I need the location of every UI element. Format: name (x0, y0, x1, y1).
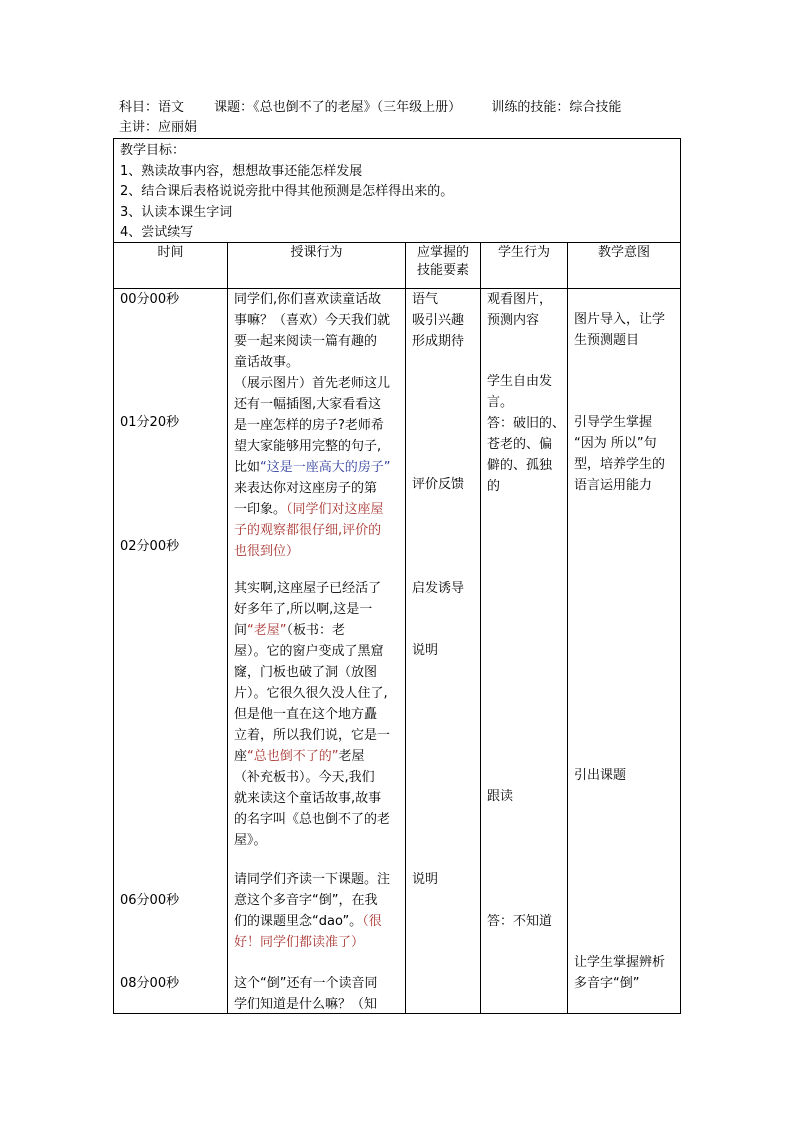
teacher-comment: （很 (362, 914, 382, 929)
col-header-intent: 教学意图 (597, 245, 650, 260)
time-marker: 00分00秒 (120, 292, 180, 307)
teaching-intent: 引出课题 (574, 768, 627, 783)
teaching-paragraph: 请同学们齐读一下课题。注 意这个多音字“倒”，在我 们的课题里念“dao”。（很 好！同学们都读准了） (234, 872, 391, 950)
col-header-time: 时间 (157, 245, 184, 260)
skill-element: 说明 (412, 643, 439, 658)
teaching-paragraph: 其实啊,这座屋子已经活了 好多年了,所以啊,这是一 间“老屋”（板书：老 屋）。它的窗户变成了黑窟 窿，门板也破了洞（放图 片）。它很久很久没人住了, 但是他一直在这个地方矗 立着，所以我们说，它是一 座“总也倒不了的”老屋 （补充板书）。今天,我们 就来读这个童话故事,故事 的名字叫《总也倒不了的老 屋》。 (234, 581, 391, 848)
board-keyword: “老屋” (247, 623, 287, 638)
document-header-line-1 (119, 99, 699, 117)
lesson-title: 课题：《总也倒不了的老屋》（三年级上册） (214, 100, 462, 115)
objective-item: 4、尝试续写 (120, 225, 194, 240)
time-marker: 02分00秒 (120, 539, 180, 554)
time-marker: 08分00秒 (120, 976, 180, 991)
col-header-skill: 应掌握的 技能要素 (416, 245, 469, 278)
teaching-intent: 引导学生掌握 “因为 所以”句 型，培养学生的 语言运用能力 (574, 415, 666, 493)
student-behaviour: 学生自由发 言。 答：破旧的、 苍老的、偏 僻的、孤独 的 (487, 374, 566, 494)
time-marker: 01分20秒 (120, 415, 180, 430)
column-divider (227, 243, 228, 1013)
column-divider (567, 243, 568, 1013)
col-header-teaching: 授课行为 (290, 245, 343, 260)
teaching-paragraph: 这个“倒”还有一个读音同 学们知道是什么嘛？（知 (234, 976, 378, 1012)
objectives-title: 教学目标： (120, 143, 186, 158)
board-keyword: “总也倒不了的” (247, 749, 339, 764)
skill-element: 语气 吸引兴趣 形成期待 (412, 292, 465, 349)
skill-element: 说明 (412, 872, 439, 887)
subject: 科目：语文 (119, 100, 185, 115)
student-behaviour: 跟读 (487, 789, 514, 804)
lesson-plan-table (113, 138, 681, 1014)
objective-item: 3、认读本课生字词 (120, 204, 233, 220)
example-sentence: “这是一座高大的房子” (260, 460, 391, 475)
objective-item: 2、结合课后表格说说旁批中得其他预测是怎样得出来的。 (120, 184, 454, 199)
teacher-comment: （同学们对这座屋 (286, 502, 384, 517)
skill-element: 启发诱导 (412, 581, 465, 596)
teaching-intent: 图片导入，让学 生预测题目 (574, 312, 666, 348)
column-divider (480, 243, 481, 1013)
skill-element: 评价反馈 (412, 477, 465, 492)
student-behaviour: 观看图片， 预测内容 (487, 292, 553, 328)
teaching-intent: 让学生掌握辨析 多音字“倒” (574, 955, 666, 991)
objective-item: 1、熟读故事内容，想想故事还能怎样发展 (120, 163, 363, 179)
teaching-objectives (114, 139, 680, 243)
lecturer: 主讲：应丽娟 (119, 120, 198, 135)
student-behaviour: 答：不知道 (487, 914, 553, 929)
col-header-student: 学生行为 (497, 245, 550, 260)
skill-trained: 训练的技能：综合技能 (491, 100, 622, 115)
column-divider (405, 243, 406, 1013)
time-marker: 06分00秒 (120, 893, 180, 908)
teaching-paragraph: 同学们,你们喜欢读童话故 事嘛？（喜欢）今天我们就 要一起来阅读一篇有趣的 童话故事。 （展示图片）首先老师这儿 还有一幅插图,大家看看这 是一座怎样的房子?老师希 望大家能够用完整的句子, 比如“这是一座高大的房子” 来表达你对这座房子的第 一印象。（同学们对这座屋 子的观察都很仔细,评价的 也很到位） (234, 292, 391, 559)
